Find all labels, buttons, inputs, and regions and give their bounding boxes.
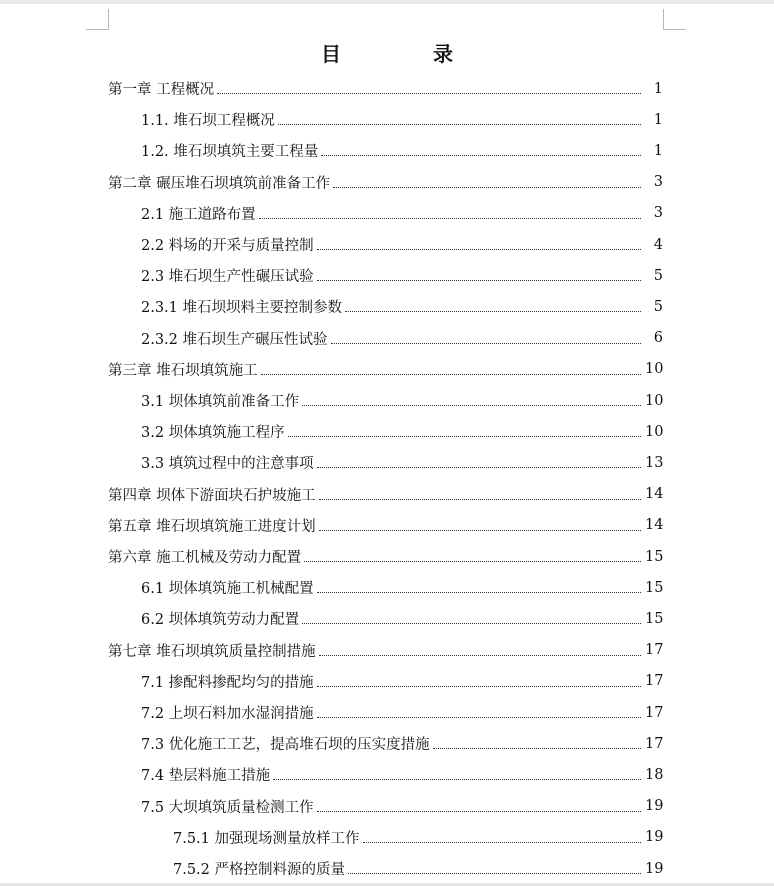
- dot-leader: [273, 778, 641, 780]
- toc-entry[interactable]: [141, 135, 663, 166]
- toc-entry-page-number: 15: [645, 610, 664, 627]
- margin-corner-mark-left: [86, 9, 109, 30]
- toc-entry-page-number: 19: [645, 829, 664, 846]
- toc-entry[interactable]: [141, 791, 663, 822]
- toc-entry-page-number: 17: [645, 642, 664, 659]
- toc-entry-label: 6.1 坝体填筑施工机械配置: [141, 581, 314, 598]
- toc-entry-label: 第四章 坝体下游面块石护坡施工: [108, 487, 316, 504]
- dot-leader: [321, 154, 641, 156]
- toc-entry-page-number: 4: [653, 236, 663, 253]
- toc-entry[interactable]: [141, 323, 663, 354]
- toc-entry-page-number: 1: [653, 111, 663, 128]
- toc-entry[interactable]: [108, 73, 663, 104]
- dot-leader: [363, 841, 641, 843]
- dot-leader: [317, 279, 641, 281]
- toc-entry-page-number: 15: [645, 548, 664, 565]
- toc-entry-label: 第三章 堆石坝填筑施工: [108, 362, 258, 379]
- toc-title: 目 录: [321, 42, 489, 66]
- dot-leader: [317, 685, 641, 687]
- toc-entry[interactable]: [141, 572, 663, 603]
- toc-entry[interactable]: [173, 822, 663, 853]
- dot-leader: [333, 186, 641, 188]
- toc-entry-page-number: 3: [653, 205, 663, 222]
- toc-entry-label: 6.2 坝体填筑劳动力配置: [141, 612, 300, 629]
- toc-entry-page-number: 10: [645, 423, 664, 440]
- toc-entry[interactable]: [141, 697, 663, 728]
- toc-entry-label: 1.1. 堆石坝工程概况: [141, 113, 275, 130]
- toc-entry[interactable]: [141, 416, 663, 447]
- toc-entry-label: 第七章 堆石坝填筑质量控制措施: [108, 643, 316, 660]
- toc-entry-page-number: 19: [645, 798, 664, 815]
- dot-leader: [317, 810, 641, 812]
- dot-leader: [217, 92, 641, 94]
- toc-entry[interactable]: [141, 198, 663, 229]
- toc-entry-label: 第五章 堆石坝填筑施工进度计划: [108, 518, 316, 535]
- toc-entry-page-number: 1: [653, 142, 663, 159]
- toc-entry-page-number: 5: [653, 267, 663, 284]
- toc-entry-label: 7.1 掺配料掺配均匀的措施: [141, 674, 314, 691]
- dot-leader: [317, 466, 641, 468]
- toc-entry-label: 2.1 施工道路布置: [141, 206, 256, 223]
- toc-entry-page-number: 6: [653, 330, 663, 347]
- toc-entry[interactable]: [141, 385, 663, 416]
- dot-leader: [317, 248, 641, 250]
- dot-leader: [319, 498, 641, 500]
- dot-leader: [317, 716, 641, 718]
- toc-entry-page-number: 5: [653, 298, 663, 315]
- toc-entry-label: 2.3.2 堆石坝生产碾压性试验: [141, 331, 328, 348]
- dot-leader: [259, 217, 641, 219]
- toc-entry-label: 2.3 堆石坝生产性碾压试验: [141, 269, 314, 286]
- dot-leader: [304, 560, 641, 562]
- toc-entry-page-number: 1: [653, 80, 663, 97]
- dot-leader: [319, 654, 641, 656]
- toc-entry-page-number: 14: [645, 486, 664, 503]
- margin-corner-mark-right: [663, 9, 686, 30]
- toc-entry-page-number: 14: [645, 517, 664, 534]
- toc-entry-page-number: 10: [645, 392, 664, 409]
- toc-entry[interactable]: [141, 229, 663, 260]
- toc-entry-label: 7.5.1 加强现场测量放样工作: [173, 830, 360, 847]
- toc-entry-label: 2.3.1 堆石坝坝料主要控制参数: [141, 300, 343, 317]
- toc-entry[interactable]: [141, 260, 663, 291]
- dot-leader: [288, 435, 641, 437]
- dot-leader: [302, 404, 641, 406]
- toc-entry[interactable]: [108, 541, 663, 572]
- toc-entry-page-number: 15: [645, 579, 664, 596]
- toc-entry-page-number: 17: [645, 735, 664, 752]
- toc-entry[interactable]: [141, 603, 663, 634]
- dot-leader: [302, 622, 641, 624]
- dot-leader: [433, 747, 641, 749]
- toc-entry-label: 3.1 坝体填筑前准备工作: [141, 394, 300, 410]
- toc-entry[interactable]: [141, 759, 663, 790]
- toc-entry-label: 3.3 填筑过程中的注意事项: [141, 456, 314, 473]
- dot-leader: [348, 872, 641, 874]
- toc-entry-label: 第一章 工程概况: [108, 82, 215, 98]
- toc-entry[interactable]: [108, 635, 663, 666]
- toc-entry-label: 第二章 碾压堆石坝填筑前准备工作: [108, 175, 331, 192]
- toc-entry[interactable]: [173, 853, 663, 884]
- dot-leader: [317, 591, 641, 593]
- page-top-edge: [0, 0, 774, 4]
- toc-entry-page-number: 17: [645, 704, 664, 721]
- toc-entry-label: 7.5.2 严格控制料源的质量: [173, 862, 346, 878]
- toc-entry-label: 第六章 施工机械及劳动力配置: [108, 550, 302, 566]
- toc-entry-page-number: 19: [645, 860, 664, 877]
- toc-entry-page-number: 13: [645, 454, 664, 471]
- toc-entry[interactable]: [108, 479, 663, 510]
- toc-entry-page-number: 3: [653, 174, 663, 191]
- toc-entry-page-number: 18: [645, 766, 664, 783]
- toc-entry-page-number: 17: [645, 673, 664, 690]
- toc-entry[interactable]: [141, 447, 663, 478]
- dot-leader: [345, 310, 641, 312]
- toc-entry[interactable]: [141, 728, 663, 759]
- toc-entry-label: 2.2 料场的开采与质量控制: [141, 238, 314, 254]
- toc-entry-label: 7.2 上坝石料加水湿润措施: [141, 706, 314, 722]
- toc-entry-label: 7.4 垫层料施工措施: [141, 768, 271, 785]
- toc-entry-label: 7.5 大坝填筑质量检测工作: [141, 799, 314, 816]
- toc-entry-label: 1.2. 堆石坝填筑主要工程量: [141, 144, 319, 161]
- toc-entry[interactable]: [108, 167, 663, 198]
- dot-leader: [278, 123, 641, 125]
- dot-leader: [331, 342, 641, 344]
- dot-leader: [319, 529, 641, 531]
- toc-entry[interactable]: [108, 510, 663, 541]
- toc-entry[interactable]: [108, 354, 663, 385]
- toc-entry-page-number: 10: [645, 361, 664, 378]
- toc-entry[interactable]: [141, 666, 663, 697]
- toc-entry-label: 3.2 坝体填筑施工程序: [141, 425, 285, 442]
- dot-leader: [261, 373, 641, 375]
- toc-entry[interactable]: [141, 291, 663, 322]
- toc-entry[interactable]: [141, 104, 663, 135]
- toc-entry-label: 7.3 优化施工工艺，提高堆石坝的压实度措施: [141, 737, 430, 754]
